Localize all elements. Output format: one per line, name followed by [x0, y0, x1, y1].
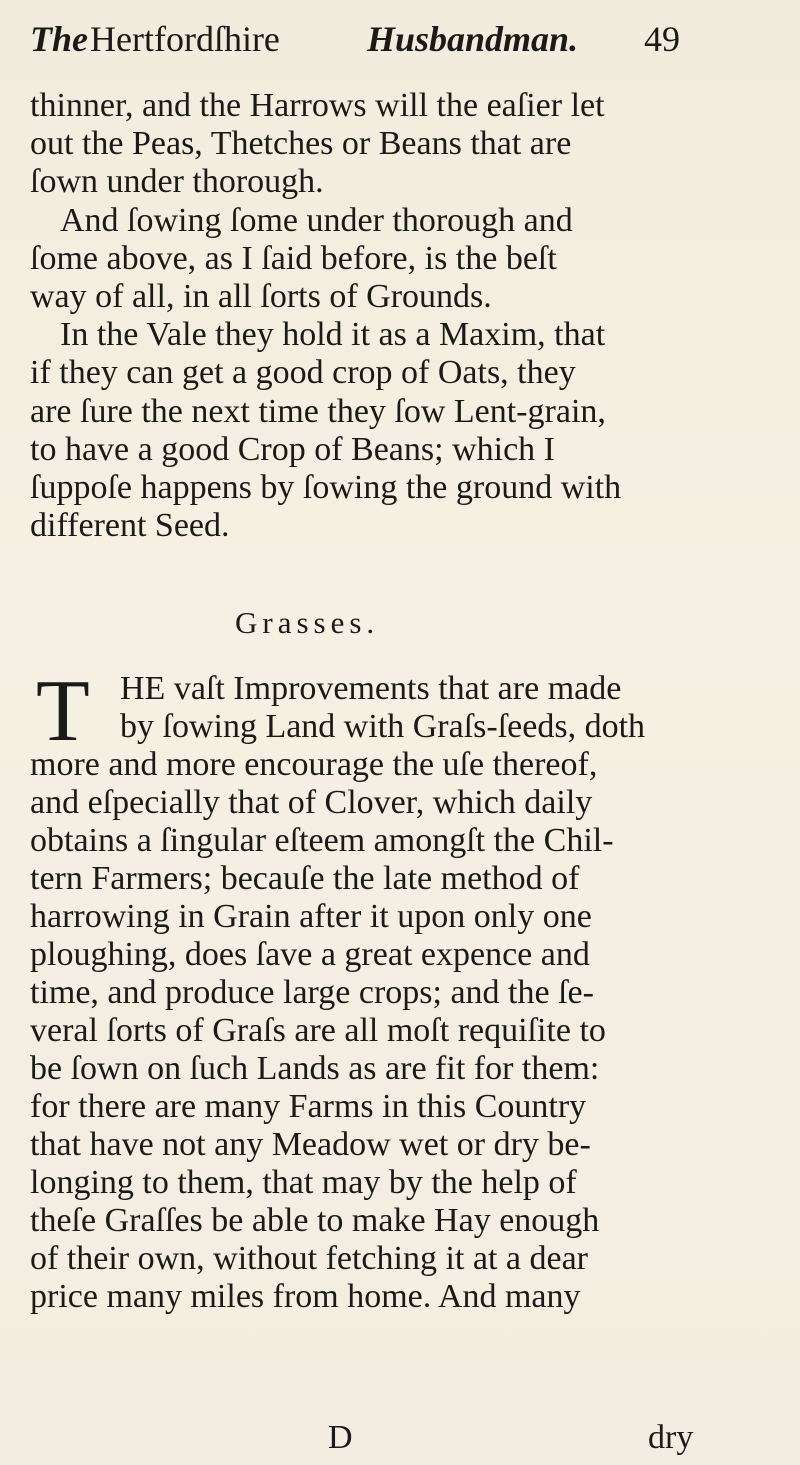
text-line: In the Vale they hold it as a Maxim, that [60, 316, 606, 353]
running-header [30, 14, 690, 64]
text-line: HE vaſt Improvements that are made [120, 670, 622, 707]
text-line: different Seed. [30, 507, 230, 544]
text-line: longing to them, that may by the help of [30, 1164, 577, 1201]
text-line: veral ſorts of Graſs are all moſt requiſite to [30, 1012, 606, 1049]
text-line: ſome above, as I ſaid before, is the beſt [30, 240, 557, 277]
header-husbandman: Husbandman. [367, 19, 579, 59]
text-line: be ſown on ſuch Lands as are fit for them: [30, 1050, 600, 1087]
text-line: ſown under thorough. [30, 163, 324, 200]
text-line: obtains a ſingular eſteem amongſt the Chil- [30, 822, 614, 859]
text-line: are ſure the next time they ſow Lent-grain, [30, 393, 606, 430]
text-line: tern Farmers; becauſe the late method of [30, 860, 580, 897]
text-line: that have not any Meadow wet or dry be- [30, 1126, 591, 1163]
text-line: out the Peas, Thetches or Beans that are [30, 125, 572, 162]
text-line: time, and produce large crops; and the ſe- [30, 974, 594, 1011]
text-line: by ſowing Land with Graſs-ſeeds, doth [120, 708, 646, 745]
body-text-top [30, 84, 710, 564]
drop-cap: T [36, 663, 90, 760]
text-line: thinner, and the Harrows will the eaſier let [30, 87, 605, 124]
header-the: The [30, 19, 88, 59]
text-line: more and more encourage the uſe thereof, [30, 746, 598, 783]
header-county: Hertfordſhire [90, 19, 280, 59]
text-line: to have a good Crop of Beans; which I [30, 431, 555, 468]
catchword: dry [648, 1419, 694, 1456]
text-line: and eſpecially that of Clover, which daily [30, 784, 593, 821]
text-line: way of all, in all ſorts of Grounds. [30, 278, 492, 315]
text-line: if they can get a good crop of Oats, they [30, 354, 576, 391]
text-line: of their own, without fetching it at a dear [30, 1240, 588, 1277]
body-text-bottom [30, 663, 710, 1417]
text-line: price many miles from home. And many [30, 1278, 581, 1315]
text-line: theſe Graſſes be able to make Hay enough [30, 1202, 600, 1239]
text-line: And ſowing ſome under thorough and [60, 202, 573, 239]
text-line: ſuppoſe happens by ſowing the ground with [30, 469, 622, 506]
signature-mark: D [328, 1419, 353, 1456]
text-line: ploughing, does ſave a great expence and [30, 936, 590, 973]
page-number: 49 [644, 19, 680, 59]
section-heading: Grasses. [235, 605, 380, 640]
text-line: for there are many Farms in this Country [30, 1088, 587, 1125]
text-line: harrowing in Grain after it upon only one [30, 898, 592, 935]
